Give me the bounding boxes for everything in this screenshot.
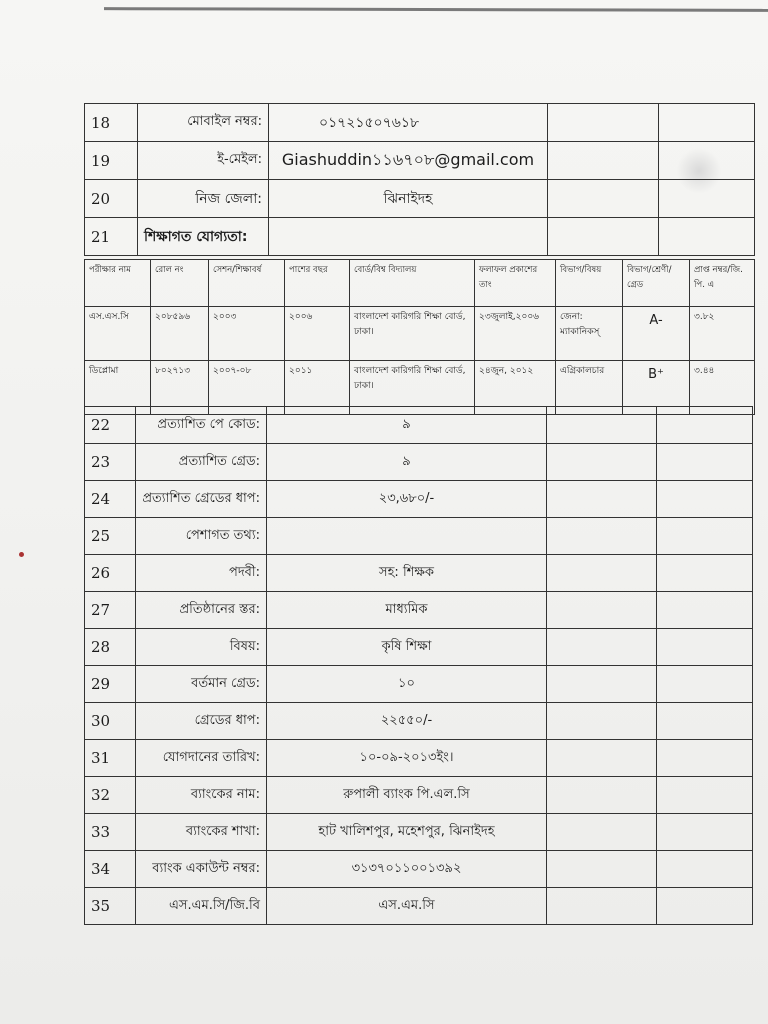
empty-cell <box>548 142 659 180</box>
empty-cell <box>657 592 753 629</box>
table-row <box>85 851 753 888</box>
result-date-cell: ২৪জুন, ২০১২ <box>475 361 556 415</box>
table-row <box>85 104 755 142</box>
empty-cell <box>659 180 755 218</box>
row-number: 24 <box>85 481 136 518</box>
empty-cell <box>657 740 753 777</box>
empty-cell <box>547 518 657 555</box>
row-number: 25 <box>85 518 136 555</box>
empty-cell <box>547 888 657 925</box>
passing-year-cell: ২০১১ <box>285 361 350 415</box>
row-number: 28 <box>85 629 136 666</box>
table-row <box>85 555 753 592</box>
row-number: 21 <box>85 218 138 256</box>
table-row <box>85 218 755 256</box>
roll-cell: ৮০২৭১৩ <box>151 361 209 415</box>
row-number: 31 <box>85 740 136 777</box>
row-label: যোগদানের তারিখ: <box>136 740 267 777</box>
row-number: 26 <box>85 555 136 592</box>
department-cell: জেনা: ম্যাকানিকস্ <box>556 307 623 361</box>
row-label: পেশাগত তথ্য: <box>136 518 267 555</box>
gpa-cell: ৩.৮২ <box>690 307 755 361</box>
empty-cell <box>657 407 753 444</box>
table-row <box>85 703 753 740</box>
expected-grade-value: ৯ <box>267 444 547 481</box>
session-cell: ২০০৭-০৮ <box>209 361 285 415</box>
professional-info-table <box>84 406 753 925</box>
bank-name-value: রুপালী ব্যাংক পি.এল.সি <box>267 777 547 814</box>
table-row <box>85 307 755 361</box>
empty-cell <box>547 555 657 592</box>
header-roll: রোল নং <box>151 260 209 307</box>
empty-cell <box>548 218 659 256</box>
board-cell: বাংলাদেশ কারিগরি শিক্ষা বোর্ড, ঢাকা। <box>350 307 475 361</box>
grade-cell: B⁺ <box>623 361 690 415</box>
row-number: 29 <box>85 666 136 703</box>
row-number: 27 <box>85 592 136 629</box>
personal-info-table <box>84 103 755 256</box>
empty-cell <box>657 629 753 666</box>
empty-cell <box>547 592 657 629</box>
empty-cell <box>547 777 657 814</box>
empty-cell <box>657 851 753 888</box>
table-row <box>85 518 753 555</box>
empty-cell <box>547 481 657 518</box>
row-number: 19 <box>85 142 138 180</box>
row-label: ই-মেইল: <box>138 142 269 180</box>
smc-gb-value: এস.এম.সি <box>267 888 547 925</box>
district-value: ঝিনাইদহ <box>269 180 548 218</box>
grade-step-value: ২৩,৬৮০/- <box>267 481 547 518</box>
row-label: পদবী: <box>136 555 267 592</box>
table-row <box>85 481 753 518</box>
row-number: 32 <box>85 777 136 814</box>
empty-cell <box>659 218 755 256</box>
table-row <box>85 592 753 629</box>
table-row <box>85 814 753 851</box>
row-number: 18 <box>85 104 138 142</box>
row-label: শিক্ষাগত যোগ্যতা: <box>138 218 269 256</box>
mobile-value: ০১৭২১৫০৭৬১৮ <box>269 104 548 142</box>
header-board: বোর্ড/বিশ্ব বিদ্যালয় <box>350 260 475 307</box>
header-result-date: ফলাফল প্রকাশের তাং <box>475 260 556 307</box>
empty-cell <box>547 629 657 666</box>
row-label: ব্যাংকের নাম: <box>136 777 267 814</box>
row-label: বিষয়: <box>136 629 267 666</box>
empty-cell <box>657 555 753 592</box>
row-number: 20 <box>85 180 138 218</box>
current-grade-value: ১০ <box>267 666 547 703</box>
empty-cell <box>547 814 657 851</box>
subject-value: কৃষি শিক্ষা <box>267 629 547 666</box>
session-cell: ২০০৩ <box>209 307 285 361</box>
row-label: প্রত্যাশিত পে কোড: <box>136 407 267 444</box>
row-label: নিজ জেলা: <box>138 180 269 218</box>
exam-name-cell: এস.এস.সি <box>85 307 151 361</box>
table-row <box>85 888 753 925</box>
row-number: 23 <box>85 444 136 481</box>
empty-cell <box>657 444 753 481</box>
joining-date-value: ১০-০৯-২০১৩ইং। <box>267 740 547 777</box>
row-label: ব্যাংক একাউন্ট নম্বর: <box>136 851 267 888</box>
education-value <box>269 218 548 256</box>
row-label: বর্তমান গ্রেড: <box>136 666 267 703</box>
empty-cell <box>657 666 753 703</box>
row-label: প্রত্যাশিত গ্রেড: <box>136 444 267 481</box>
header-session: সেশন/শিক্ষাবর্ষ <box>209 260 285 307</box>
empty-cell <box>657 703 753 740</box>
table-row <box>85 142 755 180</box>
row-number: 35 <box>85 888 136 925</box>
row-label: ব্যাংকের শাখা: <box>136 814 267 851</box>
empty-cell <box>659 104 755 142</box>
empty-cell <box>657 814 753 851</box>
current-step-value: ২২৫৫০/- <box>267 703 547 740</box>
row-label: গ্রেডের ধাপ: <box>136 703 267 740</box>
row-number: 33 <box>85 814 136 851</box>
empty-cell <box>547 851 657 888</box>
designation-value: সহ: শিক্ষক <box>267 555 547 592</box>
pay-code-value: ৯ <box>267 407 547 444</box>
scan-dot <box>19 552 24 557</box>
table-row <box>85 740 753 777</box>
header-department: বিভাগ/বিষয় <box>556 260 623 307</box>
exam-name-cell: ডিপ্লোমা <box>85 361 151 415</box>
empty-cell <box>547 444 657 481</box>
empty-cell <box>547 666 657 703</box>
table-row <box>85 180 755 218</box>
board-cell: বাংলাদেশ কারিগরি শিক্ষা বোর্ড, ঢাকা। <box>350 361 475 415</box>
table-row <box>85 407 753 444</box>
empty-cell <box>657 481 753 518</box>
header-gpa: প্রাপ্ত নম্বর/জি. পি. এ <box>690 260 755 307</box>
header-passing-year: পাশের বছর <box>285 260 350 307</box>
empty-cell <box>548 180 659 218</box>
row-number: 22 <box>85 407 136 444</box>
grade-cell: A- <box>623 307 690 361</box>
education-table <box>84 259 755 415</box>
row-label: এস.এম.সি/জি.বি <box>136 888 267 925</box>
table-row <box>85 666 753 703</box>
bank-branch-value: হাট খালিশপুর, মহেশপুর, ঝিনাইদহ <box>267 814 547 851</box>
top-rule <box>104 7 768 12</box>
empty-cell <box>548 104 659 142</box>
gpa-cell: ৩.৪৪ <box>690 361 755 415</box>
professional-info-value <box>267 518 547 555</box>
table-row <box>85 629 753 666</box>
table-row <box>85 444 753 481</box>
header-exam-name: পরীক্ষার নাম <box>85 260 151 307</box>
table-row <box>85 777 753 814</box>
row-number: 30 <box>85 703 136 740</box>
row-label: মোবাইল নম্বর: <box>138 104 269 142</box>
empty-cell <box>547 740 657 777</box>
institution-level-value: মাধ্যমিক <box>267 592 547 629</box>
empty-cell <box>547 703 657 740</box>
empty-cell <box>659 142 755 180</box>
row-label: প্রতিষ্ঠানের স্তর: <box>136 592 267 629</box>
email-value: Giashuddin১১৬৭০৮@gmail.com <box>269 142 548 180</box>
empty-cell <box>547 407 657 444</box>
empty-cell <box>657 888 753 925</box>
bank-account-value: ৩১৩৭০১১০০১৩৯২ <box>267 851 547 888</box>
result-date-cell: ২৩জুলাই,২০০৬ <box>475 307 556 361</box>
row-number: 34 <box>85 851 136 888</box>
header-grade: বিভাগ/শ্রেণী/ গ্রেড <box>623 260 690 307</box>
education-header-row <box>85 260 755 307</box>
empty-cell <box>657 518 753 555</box>
row-label: প্রত্যাশিত গ্রেডের ধাপ: <box>136 481 267 518</box>
empty-cell <box>657 777 753 814</box>
passing-year-cell: ২০০৬ <box>285 307 350 361</box>
roll-cell: ২০৮৫৯৬ <box>151 307 209 361</box>
department-cell: এগ্রিকালচার <box>556 361 623 415</box>
